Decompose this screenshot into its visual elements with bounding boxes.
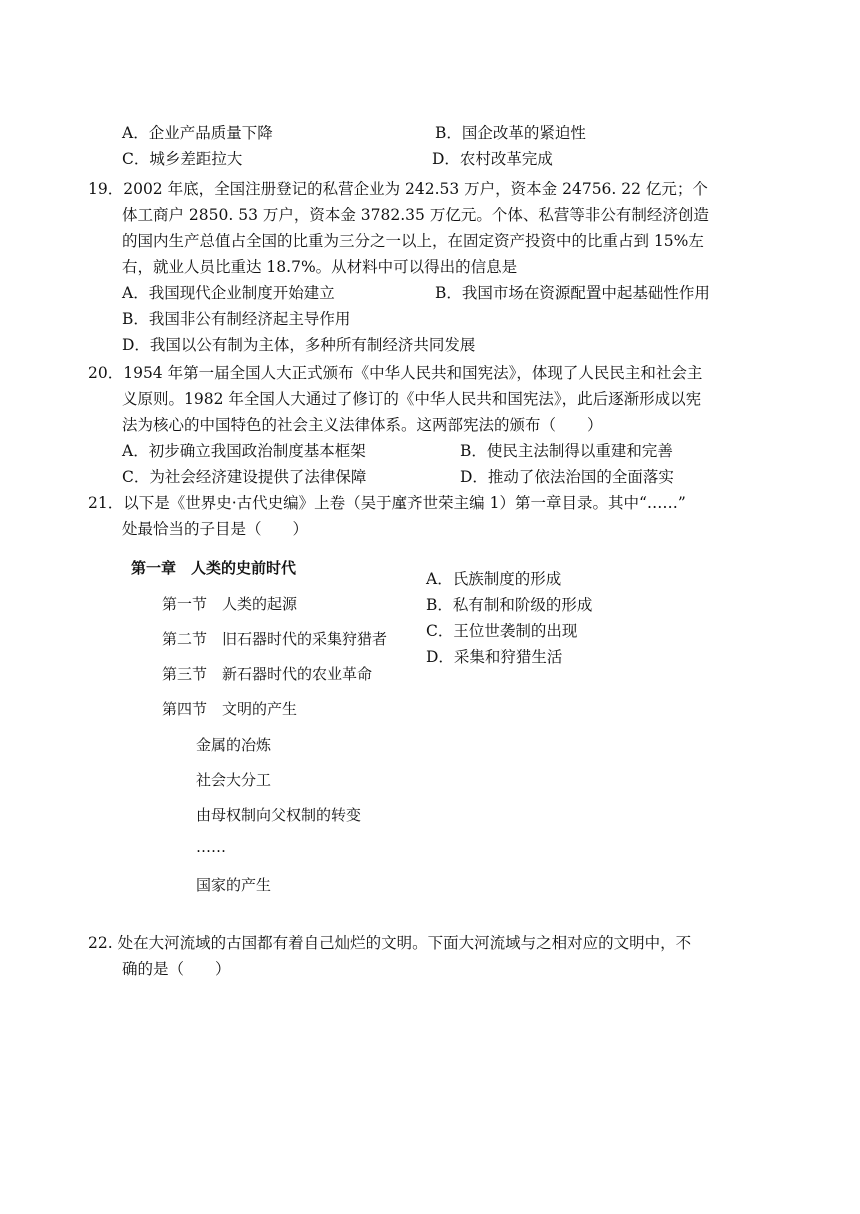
toc-subitem-1: 金属的冶炼 (196, 736, 272, 754)
q21-stem-line-2: 处最恰当的子目是（ ） (122, 520, 309, 538)
q19-option-d: D．我国以公有制为主体，多种所有制经济共同发展 (122, 336, 476, 354)
q18-option-d: D．农村改革完成 (432, 150, 553, 168)
toc-subitem-3: 由母权制向父权制的转变 (196, 806, 362, 824)
q19-option-b: B．我国市场在资源配置中起基础性作用 (435, 284, 710, 302)
q21-stem-line-1: 21．以下是《世界史·古代史编》上卷（吴于廑齐世荣主编 1）第一章目录。其中“……” (88, 494, 686, 512)
toc-section-1: 第一节 人类的起源 (162, 595, 298, 613)
q19-stem-line-2: 体工商户 2850. 53 万户，资本金 3782.35 万亿元。个体、私营等非公有制经济创造 (122, 206, 709, 224)
toc-section-3: 第三节 新石器时代的农业革命 (162, 665, 373, 683)
q20-option-a: A．初步确立我国政治制度基本框架 (122, 442, 366, 460)
q19-option-c: B．我国非公有制经济起主导作用 (122, 310, 351, 328)
q18-option-b: B．国企改革的紧迫性 (435, 124, 586, 142)
q21-option-d: D．采集和狩猎生活 (426, 648, 563, 666)
q19-stem-line-3: 的国内生产总值占全国的比重为三分之一以上，在固定资产投资中的比重占到 15%左 (122, 232, 704, 250)
q21-option-c: C．王位世袭制的出现 (426, 622, 578, 640)
toc-subitem-5: 国家的产生 (196, 876, 272, 894)
q22-stem-line-2: 确的是（ ） (122, 960, 231, 978)
q20-stem-line-1: 20．1954 年第一届全国人大正式颁布《中华人民共和国宪法》，体现了人民民主和社会主 (88, 364, 703, 382)
q21-option-a: A．氏族制度的形成 (426, 570, 562, 588)
toc-section-4: 第四节 文明的产生 (162, 700, 298, 718)
toc-subitem-ellipsis: …… (196, 838, 226, 856)
q21-option-b: B．私有制和阶级的形成 (426, 596, 593, 614)
q18-option-a: A．企业产品质量下降 (122, 124, 273, 142)
q20-stem-line-2: 义原则。1982 年全国人大通过了修订的《中华人民共和国宪法》，此后逐渐形成以宪 (122, 390, 702, 408)
toc-chapter-title: 第一章 人类的史前时代 (131, 559, 297, 577)
q22-stem-line-1: 22. 处在大河流域的古国都有着自己灿烂的文明。下面大河流域与之相对应的文明中，不 (88, 934, 692, 952)
q18-option-c: C．城乡差距拉大 (122, 150, 243, 168)
q19-stem-line-4: 右，就业人员比重达 18.7%。从材料中可以得出的信息是 (122, 258, 518, 276)
q19-option-a: A．我国现代企业制度开始建立 (122, 284, 335, 302)
toc-section-2: 第二节 旧石器时代的采集狩猎者 (162, 630, 388, 648)
q20-stem-line-3: 法为核心的中国特色的社会主义法律体系。这两部宪法的颁布（ ） (122, 416, 603, 434)
q20-option-d: D．推动了依法治国的全面落实 (460, 468, 674, 486)
q20-option-c: C．为社会经济建设提供了法律保障 (122, 468, 367, 486)
q19-stem-line-1: 19．2002 年底，全国注册登记的私营企业为 242.53 万户，资本金 24756. 22 亿元；个 (88, 180, 708, 198)
q20-option-b: B．使民主法制得以重建和完善 (460, 442, 673, 460)
toc-subitem-2: 社会大分工 (196, 771, 272, 789)
